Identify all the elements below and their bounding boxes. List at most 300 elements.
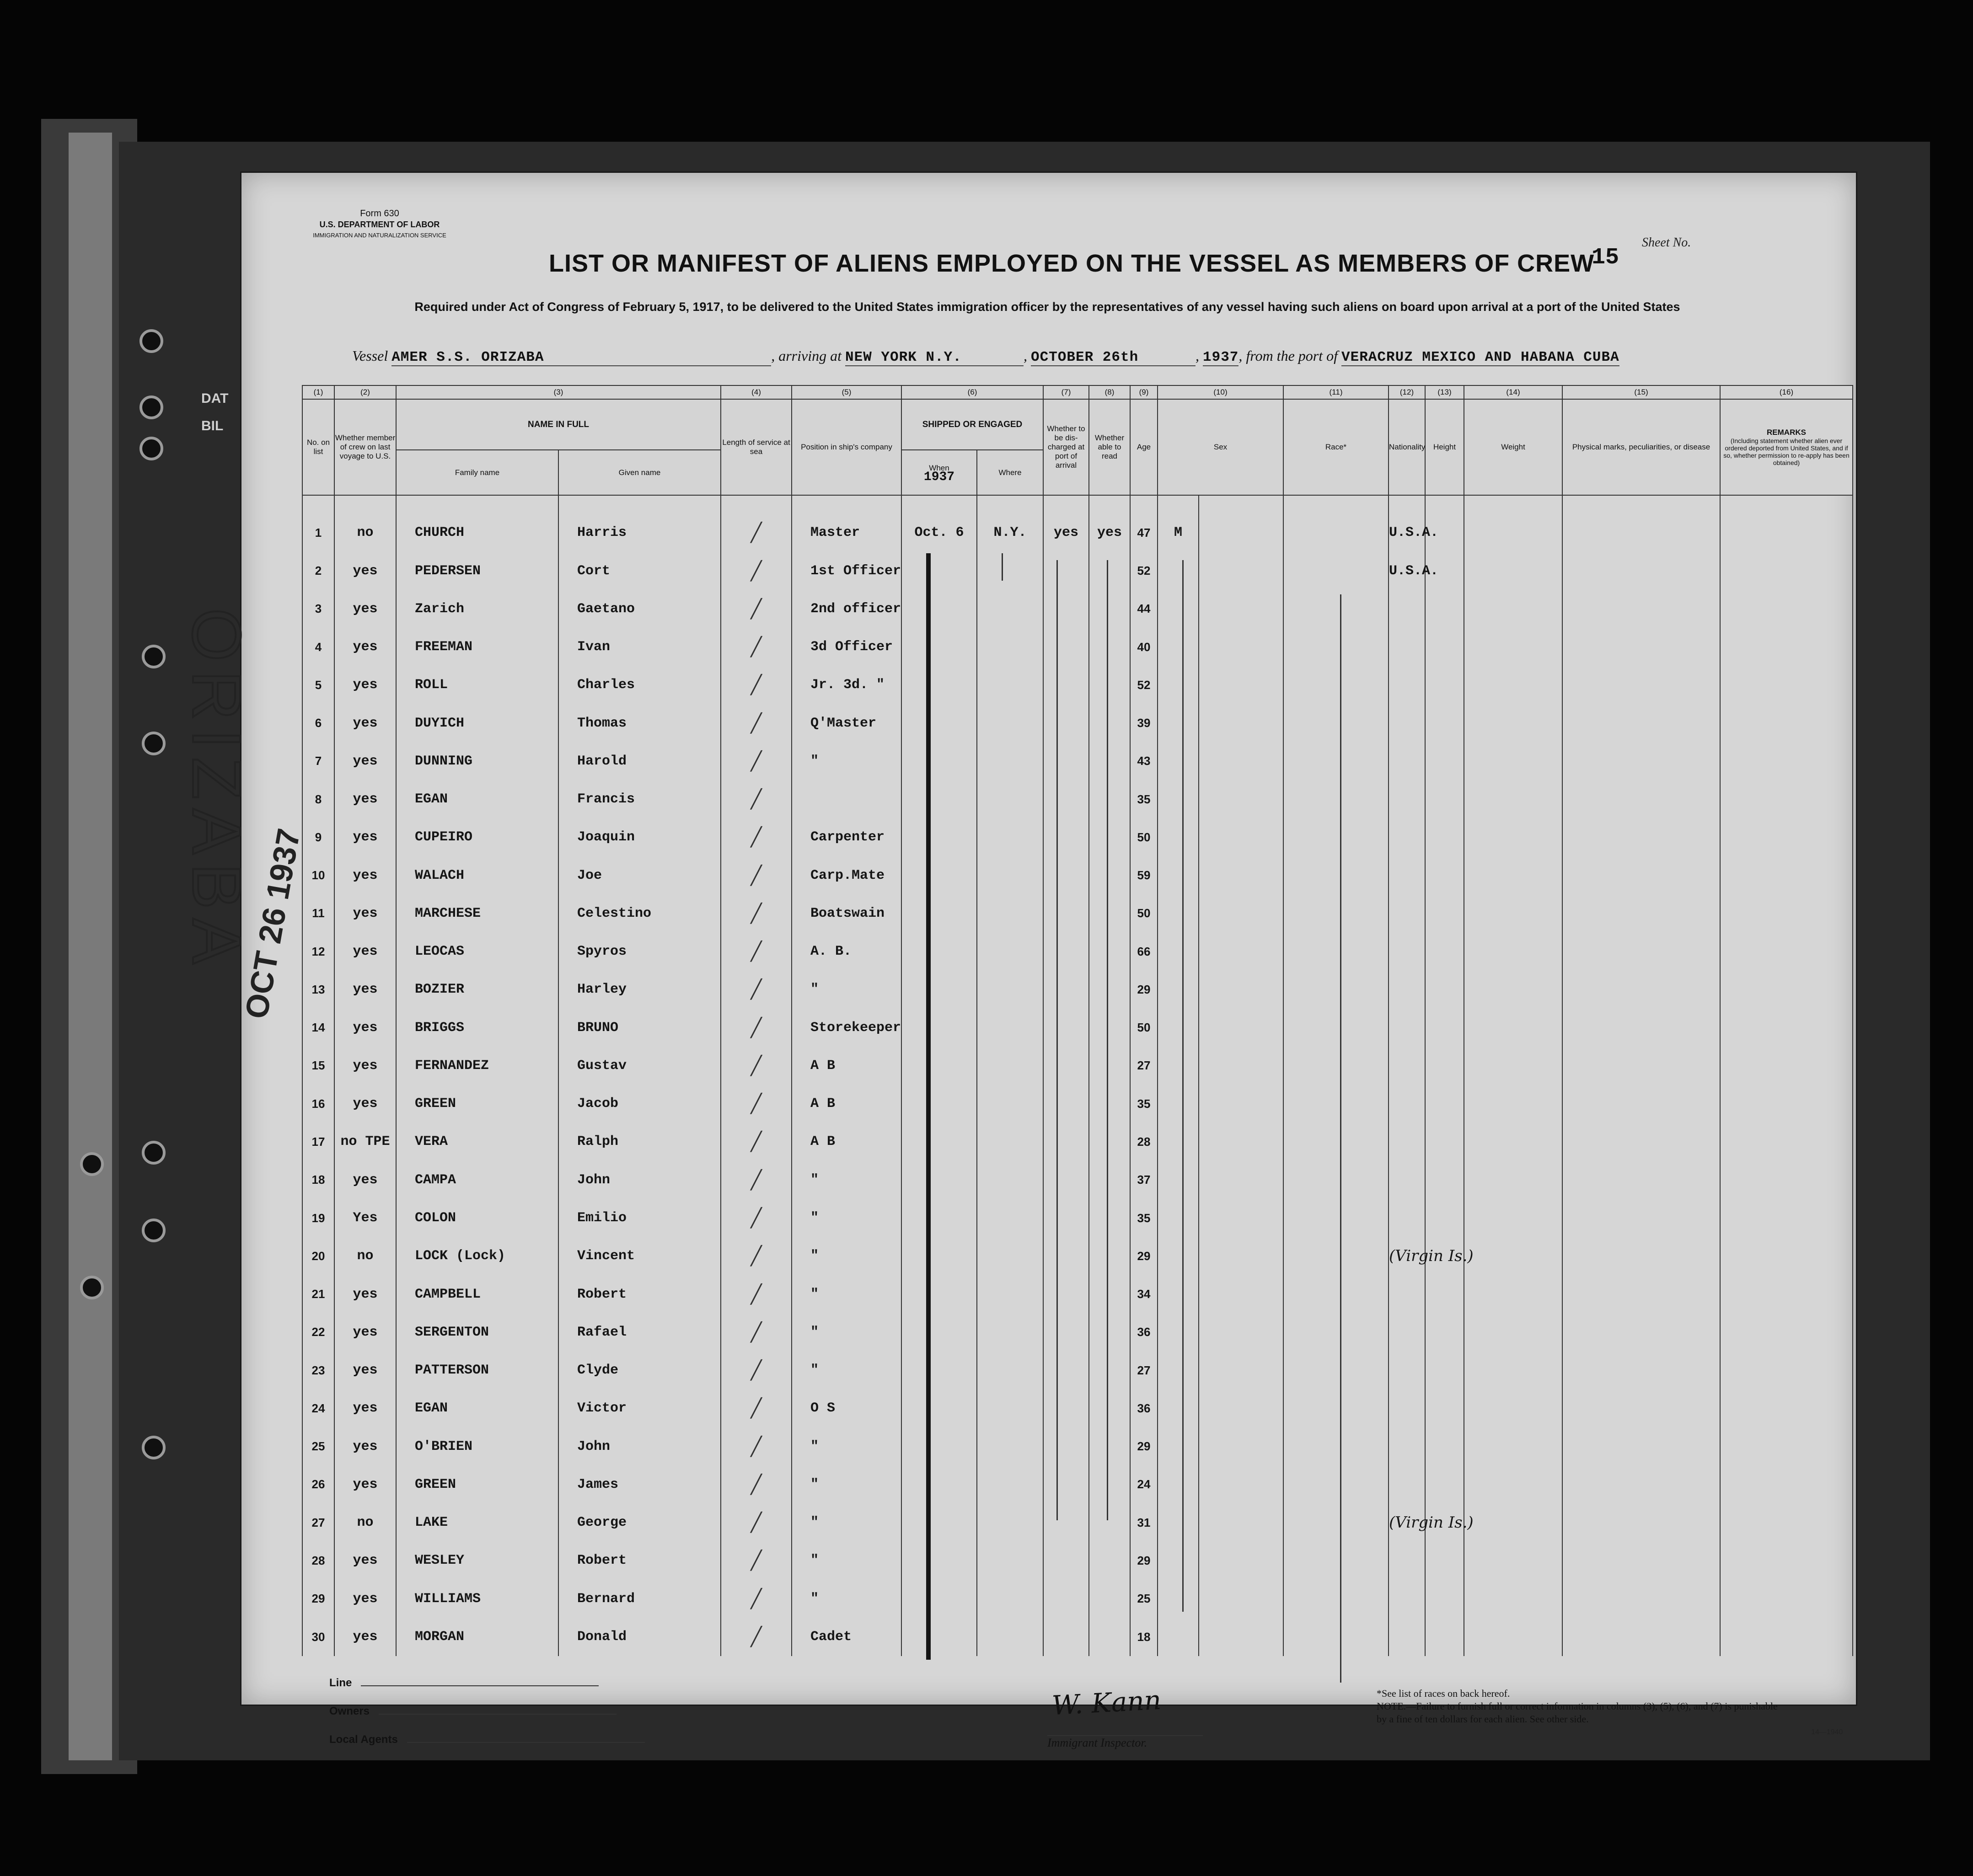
physical-cell: [1562, 704, 1720, 742]
when-cell: [901, 1313, 977, 1351]
race-cell: [1283, 628, 1389, 666]
discharged-cell: [1043, 666, 1089, 704]
position-cell: ": [792, 1275, 901, 1313]
sex-extra-cell: [1199, 1580, 1283, 1618]
table-row: [302, 1465, 1853, 1503]
check-mark-icon: ╱: [751, 979, 762, 1000]
sex-cell: [1158, 1123, 1199, 1161]
when-cell: [901, 1085, 977, 1123]
sex-extra-cell: [1199, 971, 1283, 1009]
when-cell: [901, 1161, 977, 1199]
check-mark-icon: ╱: [751, 1321, 762, 1343]
ditto-line-where: [1002, 553, 1003, 581]
whether-member-cell: yes: [334, 1465, 396, 1503]
table-row: [302, 1313, 1853, 1351]
height-cell: [1425, 856, 1464, 894]
when-cell: [901, 1618, 977, 1656]
length-service-cell: [721, 590, 792, 628]
age-cell: 36: [1130, 1390, 1158, 1427]
table-row: [302, 1580, 1853, 1618]
where-cell: [977, 1390, 1043, 1427]
race-cell: [1283, 1009, 1389, 1047]
table-row: [302, 704, 1853, 742]
sex-cell: [1158, 1542, 1199, 1580]
punch-hole: [142, 645, 166, 668]
check-mark-icon: ╱: [751, 1245, 762, 1267]
remarks-cell: [1720, 971, 1853, 1009]
given-name-cell: Ivan: [558, 628, 721, 666]
table-row: [302, 1542, 1853, 1580]
read-cell: [1089, 1542, 1130, 1580]
read-cell: [1089, 1237, 1130, 1275]
sex-extra-cell: [1199, 1009, 1283, 1047]
where-cell: [977, 590, 1043, 628]
read-cell: [1089, 856, 1130, 894]
table-row: [302, 1618, 1853, 1656]
whether-member-cell: yes: [334, 1313, 396, 1351]
length-service-cell: [721, 856, 792, 894]
race-cell: [1283, 704, 1389, 742]
family-name-cell: FERNANDEZ: [396, 1047, 558, 1085]
backing-label-bottom: BIL: [201, 418, 224, 433]
physical-cell: [1562, 818, 1720, 856]
age-cell: 25: [1130, 1580, 1158, 1618]
header-length-service: Length of service at sea: [721, 399, 792, 495]
nationality-cell: [1389, 1009, 1425, 1047]
weight-cell: [1464, 894, 1562, 932]
sex-extra-cell: [1199, 933, 1283, 971]
table-row: [302, 514, 1853, 552]
given-name-cell: Thomas: [558, 704, 721, 742]
sex-extra-cell: [1199, 856, 1283, 894]
discharged-cell: [1043, 1199, 1089, 1237]
sex-cell: [1158, 1465, 1199, 1503]
age-cell: 47: [1130, 514, 1158, 552]
sex-cell: [1158, 1161, 1199, 1199]
whether-member-cell: yes: [334, 894, 396, 932]
where-cell: [977, 1199, 1043, 1237]
height-cell: [1425, 933, 1464, 971]
col-number: (12): [1389, 385, 1425, 399]
col-number: (1): [302, 385, 334, 399]
discharged-cell: [1043, 628, 1089, 666]
position-cell: 2nd officer: [792, 590, 901, 628]
length-service-cell: [721, 704, 792, 742]
nationality-cell: [1389, 1085, 1425, 1123]
arrival-date: OCTOBER 26th: [1031, 349, 1196, 366]
race-cell: [1283, 1161, 1389, 1199]
header-when-label: When: [929, 463, 949, 472]
race-cell: [1283, 1199, 1389, 1237]
whether-member-cell: yes: [334, 1618, 396, 1656]
discharged-cell: [1043, 1427, 1089, 1465]
whether-member-cell: yes: [334, 1390, 396, 1427]
header-nationality: Nationality: [1389, 399, 1425, 495]
nationality-cell: [1389, 1427, 1425, 1465]
row-number: 30: [302, 1618, 334, 1656]
position-cell: ": [792, 1542, 901, 1580]
ditto-line-nationality: [1340, 594, 1341, 1683]
sex-cell: [1158, 780, 1199, 818]
family-name-cell: MARCHESE: [396, 894, 558, 932]
remarks-cell: [1720, 1465, 1853, 1503]
sex-cell: [1158, 971, 1199, 1009]
sex-cell: M: [1158, 514, 1199, 552]
weight-cell: [1464, 704, 1562, 742]
when-cell: [901, 742, 977, 780]
family-name-cell: CAMPA: [396, 1161, 558, 1199]
given-name-cell: Clyde: [558, 1351, 721, 1389]
age-cell: 29: [1130, 1542, 1158, 1580]
position-cell: A B: [792, 1047, 901, 1085]
nationality-cell: [1389, 933, 1425, 971]
race-cell: [1283, 1237, 1389, 1275]
weight-cell: [1464, 1465, 1562, 1503]
given-name-cell: Celestino: [558, 894, 721, 932]
header-shipped: SHIPPED OR ENGAGED: [901, 399, 1043, 450]
length-service-cell: [721, 1009, 792, 1047]
races-note: *See list of races on back hereof.: [1377, 1688, 1510, 1699]
family-name-cell: O'BRIEN: [396, 1427, 558, 1465]
sex-cell: [1158, 1313, 1199, 1351]
ditto-line-discharged: [1056, 560, 1058, 1520]
sex-cell: [1158, 666, 1199, 704]
weight-cell: [1464, 666, 1562, 704]
nationality-cell: [1389, 1351, 1425, 1389]
height-cell: [1425, 628, 1464, 666]
physical-cell: [1562, 1351, 1720, 1389]
read-cell: [1089, 1123, 1130, 1161]
nationality-cell: [1389, 666, 1425, 704]
discharged-cell: [1043, 856, 1089, 894]
age-cell: 27: [1130, 1047, 1158, 1085]
height-cell: [1425, 780, 1464, 818]
page-title: LIST OR MANIFEST OF ALIENS EMPLOYED ON THE VESSEL AS MEMBERS OF CREW: [549, 250, 1595, 277]
weight-cell: [1464, 742, 1562, 780]
read-cell: [1089, 1313, 1130, 1351]
whether-member-cell: yes: [334, 1085, 396, 1123]
where-cell: [977, 1465, 1043, 1503]
when-cell: [901, 780, 977, 818]
where-cell: [977, 704, 1043, 742]
remarks-cell: [1720, 1161, 1853, 1199]
family-name-cell: CAMPBELL: [396, 1275, 558, 1313]
whether-member-cell: no: [334, 1504, 396, 1542]
col-number: (2): [334, 385, 396, 399]
when-cell: [901, 1427, 977, 1465]
family-name-cell: VERA: [396, 1123, 558, 1161]
check-mark-icon: ╱: [751, 1550, 762, 1571]
given-name-cell: Bernard: [558, 1580, 721, 1618]
row-number: 25: [302, 1427, 334, 1465]
header-given-name: Given name: [558, 450, 721, 495]
table-row: [302, 590, 1853, 628]
age-cell: 50: [1130, 1009, 1158, 1047]
sex-extra-cell: [1199, 590, 1283, 628]
check-mark-icon: ╱: [751, 560, 762, 582]
height-cell: [1425, 1390, 1464, 1427]
check-mark-icon: ╱: [751, 1626, 762, 1648]
remarks-cell: [1720, 742, 1853, 780]
age-cell: 50: [1130, 818, 1158, 856]
discharged-cell: [1043, 1504, 1089, 1542]
sex-extra-cell: [1199, 780, 1283, 818]
manifest-body: [302, 495, 1853, 1656]
height-cell: [1425, 971, 1464, 1009]
inspector-signature: W. Kann: [1051, 1684, 1162, 1721]
race-cell: [1283, 1123, 1389, 1161]
physical-cell: [1562, 1199, 1720, 1237]
discharged-cell: [1043, 552, 1089, 590]
check-mark-icon: ╱: [751, 636, 762, 658]
col-number: (8): [1089, 385, 1130, 399]
col-number: (16): [1720, 385, 1853, 399]
whether-member-cell: yes: [334, 1161, 396, 1199]
read-cell: [1089, 590, 1130, 628]
read-cell: [1089, 1504, 1130, 1542]
remarks-cell: [1720, 1237, 1853, 1275]
sex-cell: [1158, 1504, 1199, 1542]
when-cell: [901, 933, 977, 971]
physical-cell: [1562, 628, 1720, 666]
nationality-cell: [1389, 856, 1425, 894]
col-number: (7): [1043, 385, 1089, 399]
whether-member-cell: Yes: [334, 1199, 396, 1237]
whether-member-cell: yes: [334, 1351, 396, 1389]
form-meta: [302, 208, 457, 241]
family-name-cell: SERGENTON: [396, 1313, 558, 1351]
discharged-cell: [1043, 971, 1089, 1009]
discharged-cell: [1043, 1313, 1089, 1351]
weight-cell: [1464, 1313, 1562, 1351]
family-name-cell: BRIGGS: [396, 1009, 558, 1047]
check-mark-icon: ╱: [751, 1208, 762, 1229]
position-cell: Storekeeper: [792, 1009, 901, 1047]
sex-extra-cell: [1199, 628, 1283, 666]
sex-extra-cell: [1199, 1199, 1283, 1237]
weight-cell: [1464, 1618, 1562, 1656]
height-cell: [1425, 1580, 1464, 1618]
header-no-on-list: No. on list: [302, 399, 334, 495]
read-cell: [1089, 552, 1130, 590]
sex-cell: [1158, 1275, 1199, 1313]
sex-cell: [1158, 1390, 1199, 1427]
height-cell: [1425, 590, 1464, 628]
read-cell: [1089, 894, 1130, 932]
family-name-cell: GREEN: [396, 1085, 558, 1123]
age-cell: 36: [1130, 1313, 1158, 1351]
remarks-cell: [1720, 1427, 1853, 1465]
header-family-name: Family name: [396, 450, 558, 495]
check-mark-icon: ╱: [751, 712, 762, 734]
age-cell: 18: [1130, 1618, 1158, 1656]
weight-cell: [1464, 1542, 1562, 1580]
col-number: (5): [792, 385, 901, 399]
given-name-cell: Gaetano: [558, 590, 721, 628]
sex-extra-cell: [1199, 1123, 1283, 1161]
position-cell: A B: [792, 1085, 901, 1123]
when-cell: [901, 1465, 977, 1503]
whether-member-cell: yes: [334, 742, 396, 780]
nationality-cell: [1389, 1390, 1425, 1427]
length-service-cell: [721, 1542, 792, 1580]
family-name-cell: BOZIER: [396, 971, 558, 1009]
row-number: 4: [302, 628, 334, 666]
read-cell: [1089, 1047, 1130, 1085]
when-cell: [901, 628, 977, 666]
arrival-year: 1937: [1202, 349, 1239, 365]
position-cell: ": [792, 1351, 901, 1389]
punch-hole: [139, 396, 163, 419]
punch-hole: [139, 437, 163, 460]
form-number: Form 630: [360, 208, 399, 219]
discharged-cell: [1043, 1161, 1089, 1199]
given-name-cell: Harley: [558, 971, 721, 1009]
whether-member-cell: yes: [334, 1275, 396, 1313]
whether-member-cell: yes: [334, 1427, 396, 1465]
remarks-cell: [1720, 1199, 1853, 1237]
family-name-cell: EGAN: [396, 780, 558, 818]
header-sex: Sex: [1158, 399, 1283, 495]
whether-member-cell: yes: [334, 666, 396, 704]
physical-cell: [1562, 666, 1720, 704]
weight-cell: [1464, 514, 1562, 552]
where-cell: [977, 742, 1043, 780]
punch-hole: [142, 1219, 166, 1242]
given-name-cell: Cort: [558, 552, 721, 590]
sex-extra-cell: [1199, 552, 1283, 590]
sex-cell: [1158, 818, 1199, 856]
table-row: [302, 1123, 1853, 1161]
discharged-cell: [1043, 1237, 1089, 1275]
physical-cell: [1562, 856, 1720, 894]
whether-member-cell: no TPE: [334, 1123, 396, 1161]
where-cell: N.Y.: [977, 514, 1043, 552]
punch-hole: [80, 1152, 104, 1176]
remarks-cell: [1720, 1390, 1853, 1427]
whether-member-cell: no: [334, 1237, 396, 1275]
race-cell: [1283, 1580, 1389, 1618]
header-row-top: [302, 399, 1853, 450]
check-mark-icon: ╱: [751, 674, 762, 696]
check-mark-icon: ╱: [751, 598, 762, 620]
check-mark-icon: ╱: [751, 827, 762, 848]
nationality-cell: [1389, 780, 1425, 818]
sex-extra-cell: [1199, 894, 1283, 932]
check-mark-icon: ╱: [751, 903, 762, 924]
sex-extra-cell: [1199, 1390, 1283, 1427]
position-cell: Jr. 3d. ": [792, 666, 901, 704]
whether-member-cell: yes: [334, 780, 396, 818]
row-number: 21: [302, 1275, 334, 1313]
check-mark-icon: ╱: [751, 941, 762, 962]
when-cell: [901, 1009, 977, 1047]
punch-hole: [139, 329, 163, 353]
check-mark-icon: ╱: [751, 522, 762, 544]
punch-hole: [142, 1141, 166, 1165]
age-cell: 50: [1130, 894, 1158, 932]
discharged-cell: [1043, 1275, 1089, 1313]
nationality-cell: [1389, 1465, 1425, 1503]
check-mark-icon: ╱: [751, 1055, 762, 1076]
nationality-cell: [1389, 1123, 1425, 1161]
page-subtitle: Required under Act of Congress of February 5, 1917, to be delivered to the United States immigration officer by the representatives of any vessel having such aliens on board upon arrival at a port of the United States: [414, 300, 1680, 314]
race-cell: [1283, 780, 1389, 818]
length-service-cell: [721, 742, 792, 780]
when-cell: [901, 1390, 977, 1427]
table-row: [302, 1237, 1853, 1275]
row-number: 29: [302, 1580, 334, 1618]
height-cell: [1425, 894, 1464, 932]
given-name-cell: Donald: [558, 1618, 721, 1656]
given-name-cell: Francis: [558, 780, 721, 818]
where-cell: [977, 1618, 1043, 1656]
height-cell: [1425, 1123, 1464, 1161]
when-cell: [901, 1123, 977, 1161]
discharged-cell: [1043, 1085, 1089, 1123]
remarks-cell: [1720, 933, 1853, 971]
physical-cell: [1562, 780, 1720, 818]
remarks-cell: [1720, 1009, 1853, 1047]
length-service-cell: [721, 1313, 792, 1351]
header-able-to-read: Whether able to read: [1089, 399, 1130, 495]
sex-extra-cell: [1199, 1161, 1283, 1199]
where-cell: [977, 1237, 1043, 1275]
physical-cell: [1562, 1313, 1720, 1351]
remarks-cell: [1720, 1504, 1853, 1542]
arriving-label: , arriving at: [771, 347, 842, 364]
where-cell: [977, 1009, 1043, 1047]
sex-extra-cell: [1199, 742, 1283, 780]
whether-member-cell: no: [334, 514, 396, 552]
race-cell: [1283, 666, 1389, 704]
table-row: [302, 780, 1853, 818]
check-mark-icon: ╱: [751, 1283, 762, 1305]
when-cell: [901, 971, 977, 1009]
remarks-cell: [1720, 1275, 1853, 1313]
when-cell: [901, 1504, 977, 1542]
physical-cell: [1562, 1161, 1720, 1199]
table-row: [302, 1390, 1853, 1427]
given-name-cell: Charles: [558, 666, 721, 704]
race-cell: [1283, 1618, 1389, 1656]
check-mark-icon: ╱: [751, 1360, 762, 1381]
weight-cell: [1464, 1161, 1562, 1199]
row-number: 20: [302, 1237, 334, 1275]
table-row: [302, 1161, 1853, 1199]
position-cell: Q'Master: [792, 704, 901, 742]
sex-extra-cell: [1199, 1047, 1283, 1085]
position-cell: 3d Officer: [792, 628, 901, 666]
nationality-cell: [1389, 590, 1425, 628]
row-number: 16: [302, 1085, 334, 1123]
header-remarks: [1720, 399, 1853, 495]
age-cell: 29: [1130, 1427, 1158, 1465]
vessel-name: AMER S.S. ORIZABA: [391, 349, 771, 366]
header-whether-member: Whether member of crew on last voyage to U.S.: [334, 399, 396, 495]
length-service-cell: [721, 1123, 792, 1161]
header-remarks-title: REMARKS: [1767, 428, 1806, 437]
row-number: 2: [302, 552, 334, 590]
given-name-cell: James: [558, 1465, 721, 1503]
height-cell: [1425, 818, 1464, 856]
given-name-cell: John: [558, 1161, 721, 1199]
when-cell: [901, 818, 977, 856]
nationality-cell: [1389, 1047, 1425, 1085]
read-cell: [1089, 818, 1130, 856]
given-name-cell: Rafael: [558, 1313, 721, 1351]
race-cell: [1283, 1275, 1389, 1313]
